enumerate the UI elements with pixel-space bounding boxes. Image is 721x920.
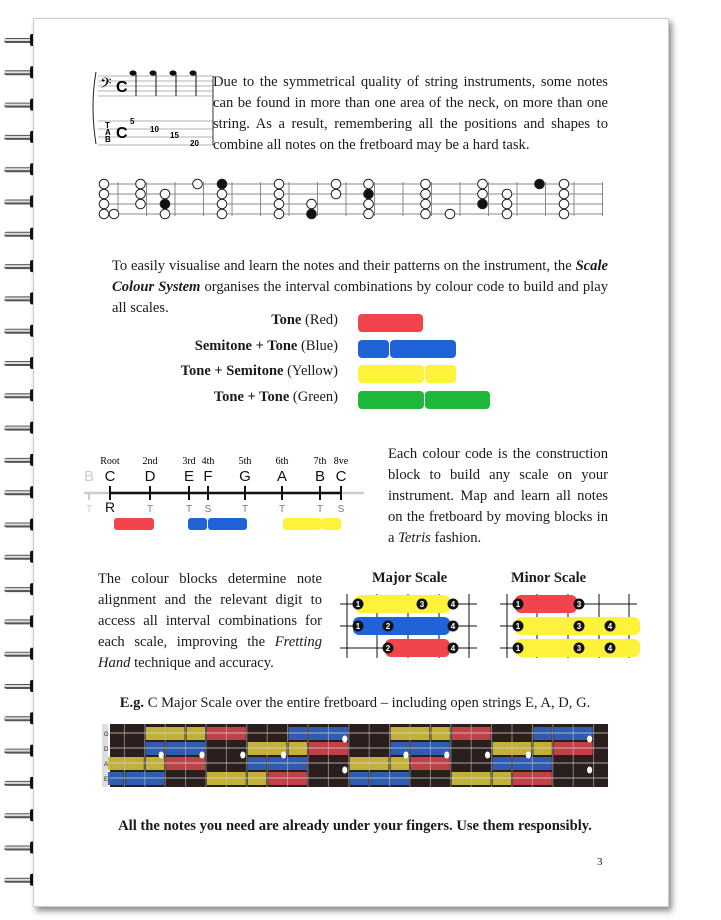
step-label: T [278,504,286,515]
step-label: R [104,499,116,515]
note-dot [99,199,109,209]
major-minor-diagrams [330,594,640,660]
c-major-fretboard [102,722,608,788]
finger-number: 4 [607,622,613,631]
note-dot [274,179,284,189]
construction-paragraph [388,444,608,549]
note-dot [136,179,146,189]
step-label: T [241,504,249,515]
note-letter: B [314,468,326,485]
step-label: S [204,504,212,515]
finger-number: 1 [355,600,361,609]
degree-label: 8ve [333,456,349,467]
note-dot [559,209,569,219]
legend-colour-block [425,391,490,409]
fret-marker [526,752,531,759]
degree-label: Root [100,456,120,467]
tab-label: B [105,135,111,144]
root-note-dot [217,179,227,189]
intro-text: Due to the symmetrical quality of string instruments, some notes can be found in more than one area of the neck, on more than one string. As a result, remembering all the positions and shapes to combine all notes on the fretboard may be a hard task. [213,74,608,153]
note-letter: B [84,468,95,485]
interval-block [283,518,322,530]
finger-number: 4 [450,600,456,609]
note-dot [193,179,203,189]
note-dot [421,189,431,199]
legend-colour-block [425,365,456,383]
string-name: A [104,762,109,768]
finger-number: 4 [450,622,456,631]
degree-label: 5th [238,456,252,467]
major-scale-title: Major Scale [372,570,448,586]
legend-colour-block [390,340,456,358]
finger-number: 2 [385,622,391,631]
note-head [130,70,137,75]
interval-block [114,518,154,530]
note-head [190,70,197,75]
note-dot [478,179,488,189]
legend-colour-block [358,391,424,409]
step-label: S [337,504,345,515]
note-dot [99,179,109,189]
note-dot [99,209,109,219]
note-dot [274,189,284,199]
legend-label [98,338,338,355]
fretboard-note-diagram [98,176,608,222]
legend-colour: (Yellow) [283,363,338,379]
legend-colour: (Blue) [297,337,338,354]
time-signature: C [116,79,128,96]
string-name: E [104,777,109,783]
legend-bold: Semitone + Tone [194,337,298,354]
root-note-dot [307,209,317,219]
step-label: T [185,504,193,515]
note-dot [559,179,569,189]
interval-block [188,518,207,530]
note-dot [364,209,374,219]
finger-number: 1 [355,622,361,631]
tab-number: 15 [170,131,179,140]
note-dot [136,199,146,209]
root-note-dot [535,179,545,189]
note-dot [421,179,431,189]
interval-block [322,518,341,530]
legend-bold: Tone [271,312,302,328]
root-note-dot [478,199,488,209]
blocks-text: The colour blocks determine note alignment and the relevant digit to access all interval combinations for each scale, improving the [98,571,322,650]
note-dot [364,199,374,209]
note-dot [307,199,317,209]
note-dot [421,199,431,209]
legend-colour: (Green) [289,388,338,405]
degree-label: 6th [275,456,289,467]
note-head [150,70,157,75]
step-label: T [85,504,93,515]
finger-number: 3 [576,644,582,653]
note-dot [99,189,109,199]
fret-marker [587,767,592,774]
fret-marker [240,752,245,759]
note-dot [559,199,569,209]
visualise-lead: To easily visualise and learn the notes and their patterns on the instrument, the [112,258,576,274]
construction-text: Each colour code is the construction block to build any scale on your instrument. Map and learn all notes on the fretboard by moving blocks in a [388,446,608,546]
finger-number: 1 [515,622,521,631]
colour-blocks-paragraph [98,569,322,674]
tab-number: 5 [130,117,135,126]
bass-tab-notation [88,66,218,150]
note-dot [364,179,374,189]
note-letter: A [276,468,288,485]
fret-marker [485,752,490,759]
string-name: G [104,732,109,738]
legend-label [98,312,338,329]
note-dot [274,199,284,209]
note-dot [217,209,227,219]
tab-label: T [105,121,110,130]
finger-number: 4 [450,644,456,653]
fret-marker [342,736,347,743]
note-dot [274,209,284,219]
note-letter: D [144,468,156,485]
minor-scale-title: Minor Scale [511,570,587,586]
root-note-dot [160,199,170,209]
note-letter: G [239,468,251,485]
degree-label: 3rd [182,456,196,467]
finger-number: 1 [515,644,521,653]
legend-label [98,363,338,380]
legend-colour: (Red) [301,312,338,328]
example-text: C Major Scale over the entire fretboard – including open strings E, A, D, G. [144,695,591,711]
legend-bold: Tone + Semitone [180,363,284,379]
fret-marker [587,736,592,743]
degree-label: 7th [313,456,327,467]
note-dot [502,199,512,209]
note-dot [136,189,146,199]
note-dot [331,189,341,199]
note-dot [217,199,227,209]
fret-marker [444,752,449,759]
page-number: 3 [597,856,603,868]
note-letter: E [183,468,195,485]
note-dot [217,189,227,199]
scale-colour-system: Scale Colour System [112,258,608,295]
note-dot [331,179,341,189]
colour-block [385,639,450,657]
note-dot [160,209,170,219]
finger-number: 3 [576,622,582,631]
degree-label: 4th [201,456,215,467]
fret-marker [403,752,408,759]
note-letter: C [104,468,116,485]
fret-marker [342,767,347,774]
finger-number: 2 [385,644,391,653]
closing-statement: All the notes you need are already under your fingers. Use them responsibly. [118,818,592,834]
fret-marker [199,752,204,759]
tab-number: 10 [150,125,159,134]
fret-marker [159,752,164,759]
fretting-hand: Fretting Hand [98,634,322,671]
degree-label: 2nd [142,456,158,467]
note-dot [502,189,512,199]
blocks-text-end: technique and accuracy. [130,655,274,671]
note-head [170,70,177,75]
legend-colour-block [358,340,389,358]
finger-number: 3 [419,600,425,609]
construction-text-end: fashion. [430,530,482,546]
colour-block [515,595,577,613]
root-note-dot [364,189,374,199]
finger-number: 4 [607,644,613,653]
intro-paragraph [213,72,608,156]
tab-time-signature: C [116,125,128,142]
brace [93,72,96,144]
legend-colour-block [358,314,423,332]
interval-block [208,518,247,530]
fret-marker [281,752,286,759]
note-dot [160,189,170,199]
tetris-word: Tetris [398,530,431,546]
string-name: D [104,747,109,753]
note-dot [109,209,119,219]
tab-label: A [105,128,111,137]
finger-number: 1 [515,600,521,609]
legend-bold: Tone + Tone [213,388,290,405]
legend-colour-block [358,365,424,383]
note-letter: C [335,468,347,485]
example-caption [100,695,610,712]
finger-number: 3 [576,600,582,609]
note-dot [559,189,569,199]
visualise-paragraph [112,256,608,319]
note-dot [421,209,431,219]
note-dot [445,209,455,219]
colour-block [355,595,450,613]
legend-label [98,389,338,406]
tab-number: 20 [190,139,199,148]
eg-label: E.g. [119,695,145,711]
note-dot [478,189,488,199]
note-letter: F [203,468,213,485]
visualise-rest: organises the interval combinations by colour code to build and play all scales. [112,279,608,316]
step-label: T [316,504,324,515]
step-label: T [146,504,154,515]
note-dot [502,209,512,219]
scale-interval-diagram [84,448,374,534]
bass-clef: 𝄢 [100,75,112,95]
